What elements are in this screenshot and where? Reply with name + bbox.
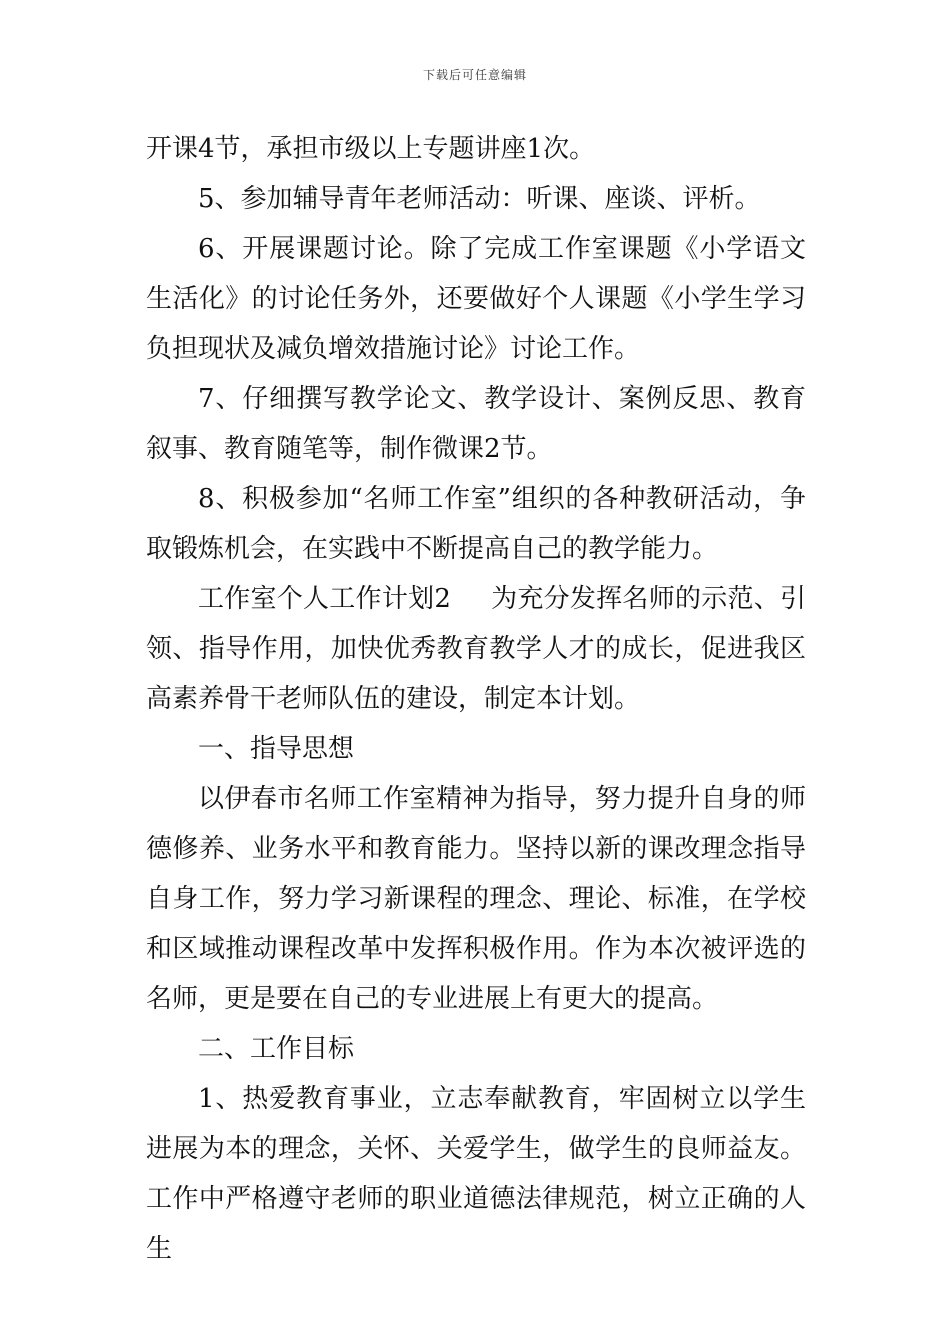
- paragraph-item-7: 7、仔细撰写教学论文、教学设计、案例反思、教育叙事、教育随笔等，制作微课2节。: [146, 384, 806, 464]
- paragraph-plan-intro: [146, 574, 806, 724]
- plan-title: 工作室个人工作计划2: [198, 584, 451, 614]
- paragraph-continuation: 开课4节，承担市级以上专题讲座1次。: [146, 134, 596, 164]
- section-heading-work-goals: 二、工作目标: [198, 1034, 355, 1064]
- header-note: 下载后可任意编辑: [422, 68, 527, 82]
- plan-intro-text: 为充分发挥名师的示范、引领、指导作用，加快优秀教育教学人才的成长，促进我区高素养骨干老师队伍的建设，制定本计划。: [146, 584, 806, 714]
- paragraph-guiding-thought: 以伊春市名师工作室精神为指导，努力提升自身的师德修养、业务水平和教育能力。坚持以新的课改理念指导自身工作，努力学习新课程的理念、理论、标准，在学校和区域推动课程改革中发挥积极作用。作为本次被评选的名师，更是要在自己的专业进展上有更大的提高。: [146, 784, 806, 1014]
- paragraph-item-6: 6、开展课题讨论。除了完成工作室课题《小学语文生活化》的讨论任务外，还要做好个人课题《小学生学习负担现状及减负增效措施讨论》讨论工作。: [146, 234, 806, 364]
- section-heading-guiding-thought: 一、指导思想: [198, 734, 355, 764]
- paragraph-item-5: 5、参加辅导青年老师活动：听课、座谈、评析。: [198, 184, 761, 214]
- document-body: [146, 124, 806, 1274]
- paragraph-goal-1: 1、热爱教育事业，立志奉献教育，牢固树立以学生进展为本的理念，关怀、关爱学生，做学生的良师益友。工作中严格遵守老师的职业道德法律规范，树立正确的人生: [146, 1084, 806, 1264]
- paragraph-item-8: 8、积极参加“名师工作室”组织的各种教研活动，争取锻炼机会，在实践中不断提高自己的教学能力。: [146, 484, 806, 564]
